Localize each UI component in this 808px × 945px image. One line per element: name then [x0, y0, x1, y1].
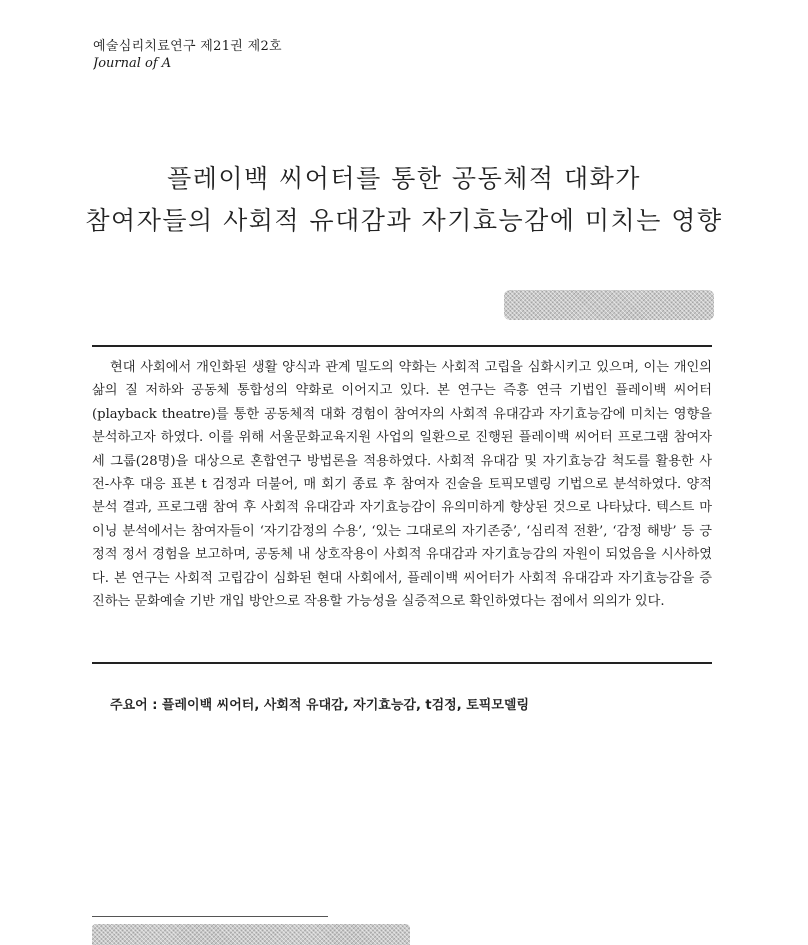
abstract-top-rule — [92, 345, 712, 347]
author-redacted-block — [504, 290, 714, 320]
journal-english-fragment: Journal of A — [93, 56, 172, 71]
footnote-rule — [92, 916, 328, 917]
keywords: 주요어 : 플레이백 씨어터, 사회적 유대감, 자기효능감, t검정, 토픽모델링 — [110, 698, 529, 713]
journal-name: 예술심리치료연구 제21권 제2호 — [93, 39, 282, 54]
paper-title-line-1: 플레이백 씨어터를 통한 공동체적 대화가 — [167, 164, 641, 193]
journal-english-name — [93, 56, 233, 82]
footnote-redacted-block — [92, 924, 410, 945]
abstract-text: 현대 사회에서 개인화된 생활 양식과 관계 밀도의 약화는 사회적 고립을 심화시키고 있으며, 이는 개인의 삶의 질 저하와 공동체 통합성의 약화로 이어지고 있다. 본 연구는 즉흥 연극 기법인 플레이백 씨어터(playback theatre)를 통한 공동체적 대화 경험이 참여자의 사회적 유대감과 자기효능감에 미치는 영향을 분석하고자 하였다. 이를 위해 서울문화교육지원 사업의 일환으로 진행된 플레이백 씨어터 프로그램 참여자 세 그룹(28명)을 대상으로 혼합연구 방법론을 적용하였다. 사회적 유대감 및 자기효능감 척도를 활용한 사전-사후 대응 표본 t 검정과 더불어, 매 회기 종료 후 참여자 진술을 토픽모델링 기법으로 분석하였다. 양적 분석 결과, 프로그램 참여 후 사회적 유대감과 자기효능감이 유의미하게 향상된 것으로 나타났다. 텍스트 마이닝 분석에서는 참여자들이 ‘자기감정의 수용’, ‘있는 그대로의 자기존중’, ‘심리적 전환’, ‘감정 해방’ 등 긍정적 정서 경험을 보고하며, 공동체 내 상호작용이 사회적 유대감과 자기효능감의 자원이 되었음을 시사하였다. 본 연구는 사회적 고립감이 심화된 현대 사회에서, 플레이백 씨어터가 사회적 유대감과 자기효능감을 증진하는 문화예술 기반 개입 방안으로 작용할 가능성을 실증적으로 확인하였다는 점에서 의의가 있다. — [92, 360, 712, 610]
paper-title — [0, 158, 808, 242]
abstract-bottom-rule — [92, 662, 712, 664]
paper-title-line-2: 참여자들의 사회적 유대감과 자기효능감에 미치는 영향 — [85, 206, 723, 235]
